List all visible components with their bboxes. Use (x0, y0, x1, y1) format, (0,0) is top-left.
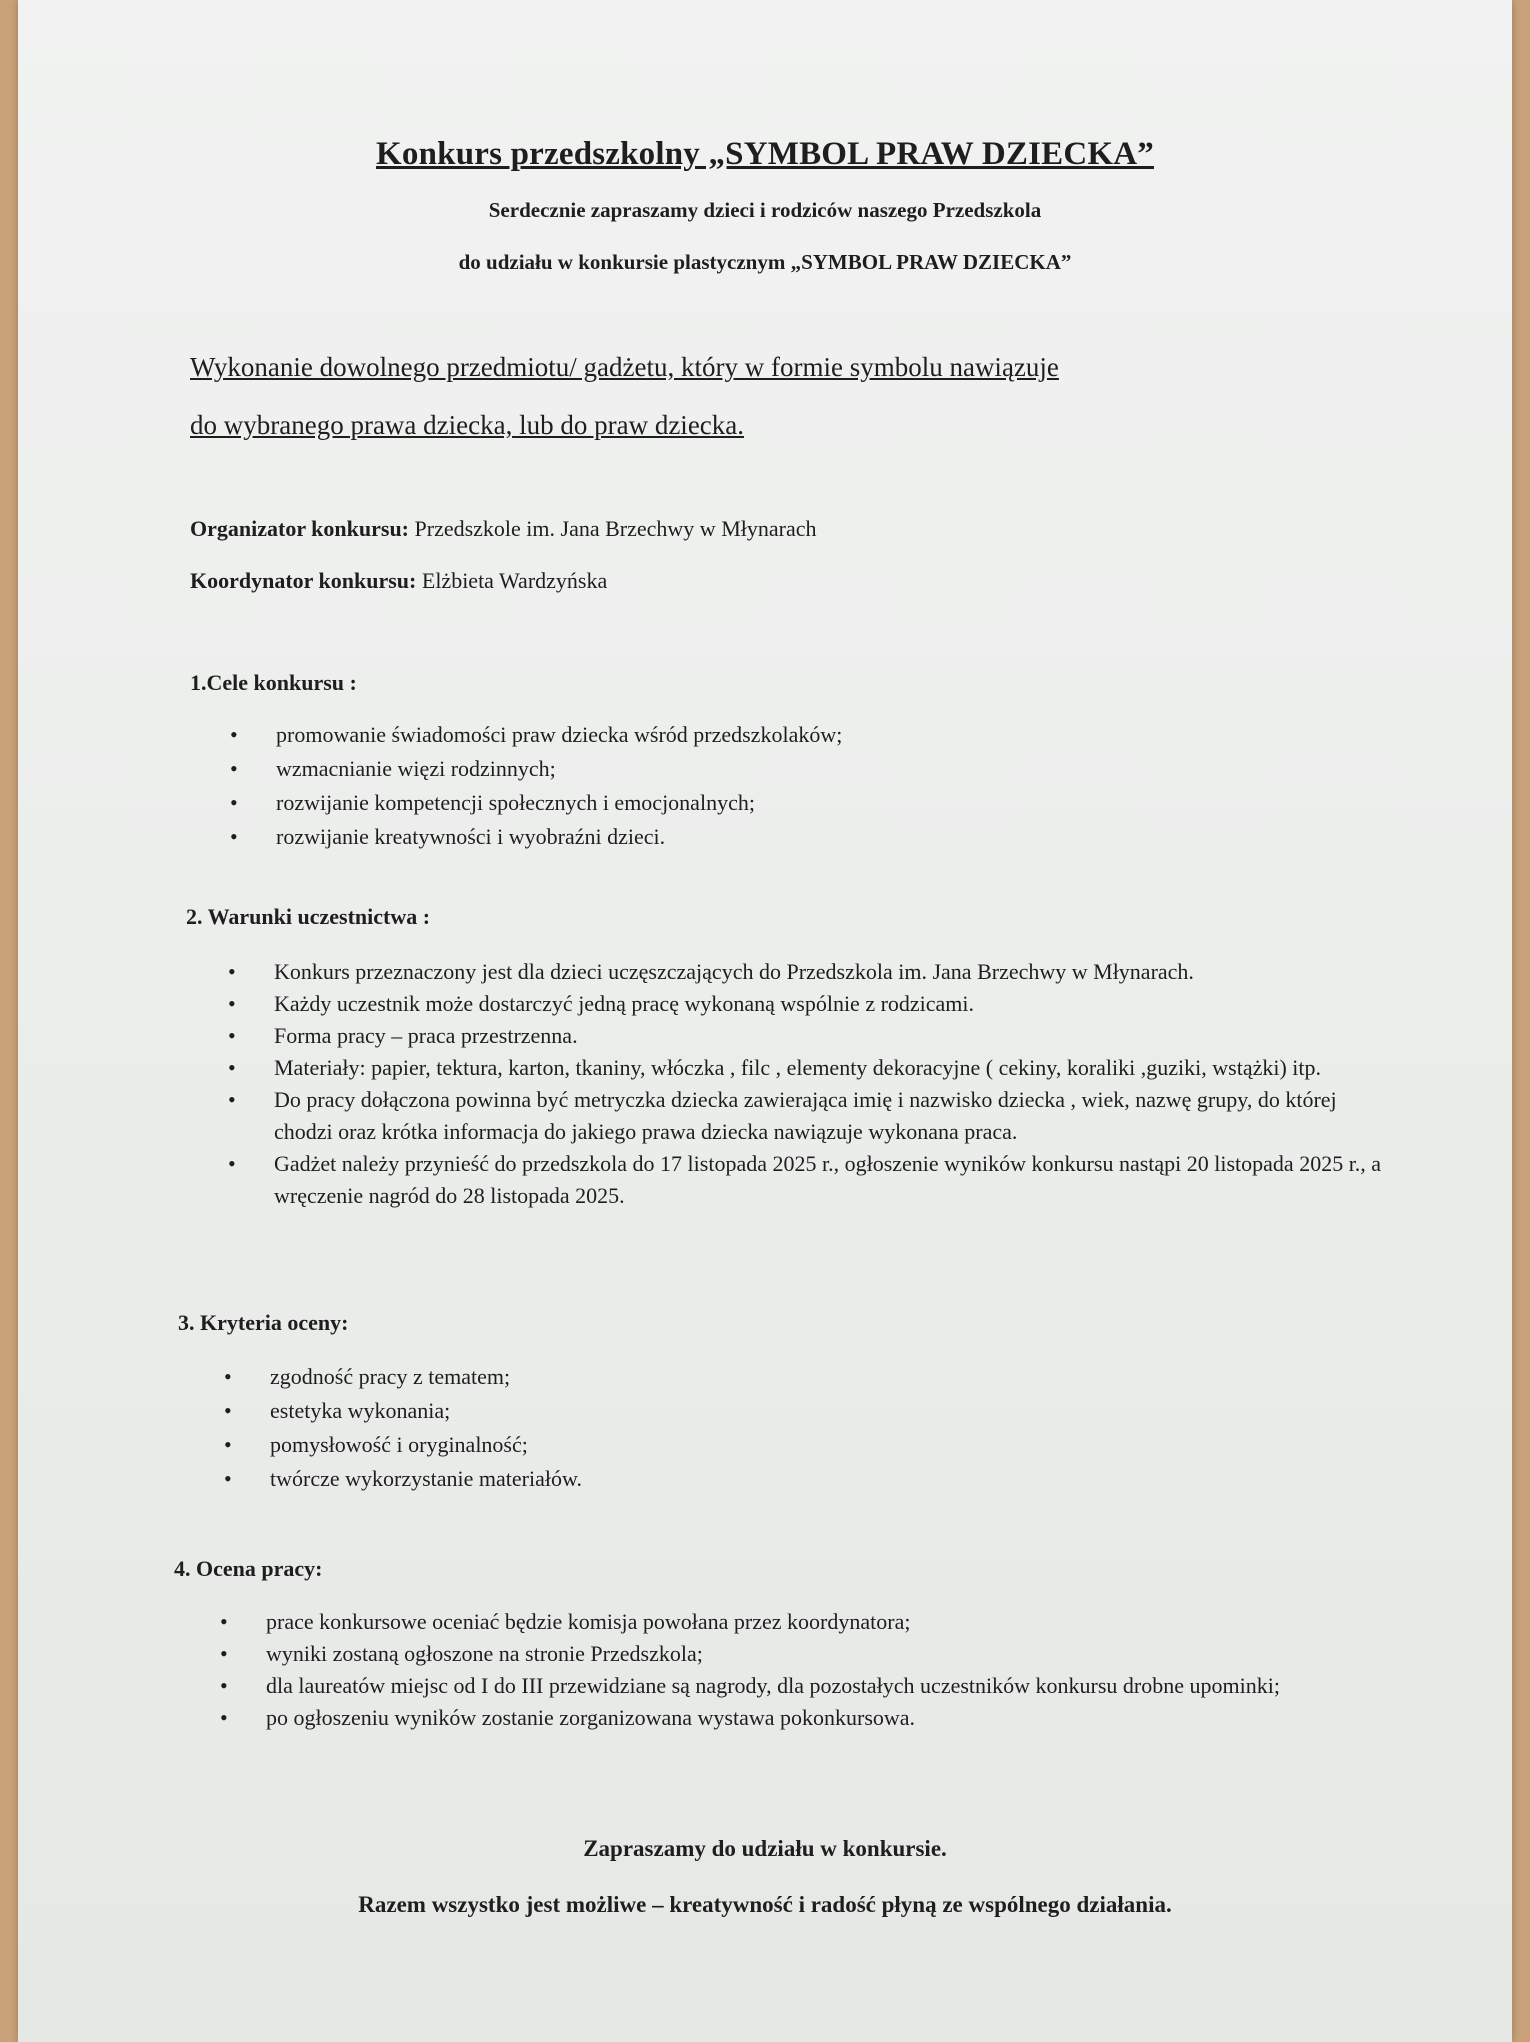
task-line-2: do wybranego prawa dziecka, lub do praw dziecka. (190, 410, 745, 440)
list-item: • twórcze wykorzystanie materiałów. (224, 1462, 1224, 1496)
coordinator-label: Koordynator konkursu: (190, 568, 417, 593)
organizer-label: Organizator konkursu: (190, 516, 410, 541)
list-item: • wzmacnianie więzi rodzinnych; (230, 752, 1230, 786)
section-4-heading: 4. Ocena pracy: (174, 1556, 323, 1581)
document-title: Konkurs przedszkolny „SYMBOL PRAW DZIECKA” (376, 136, 1154, 172)
section-2-heading: 2. Warunki uczestnictwa : (186, 904, 431, 929)
coordinator-value: Elżbieta Wardzyńska (416, 568, 608, 593)
list-item: • zgodność pracy z tematem; (224, 1360, 1224, 1394)
organizer-value: Przedszkole im. Jana Brzechwy w Młynarach (409, 516, 817, 541)
section-1-list (230, 718, 1230, 854)
list-item: • Materiały: papier, tektura, karton, tkaniny, włóczka , filc , elementy dekoracyjne ( cekiny, koraliki ,guziki, wstążki) itp. (228, 1052, 1388, 1084)
section-4-list (220, 1606, 1380, 1734)
section-3-heading: 3. Kryteria oceny: (178, 1310, 349, 1335)
paper-sheet (18, 0, 1512, 2042)
intro-line-2: do udziału w konkursie plastycznym „SYMBOL PRAW DZIECKA” (458, 250, 1072, 274)
list-item: • prace konkursowe oceniać będzie komisja powołana przez koordynatora; (220, 1606, 1380, 1638)
list-item: • Każdy uczestnik może dostarczyć jedną pracę wykonaną wspólnie z rodzicami. (228, 988, 1388, 1020)
list-item: • Forma pracy – praca przestrzenna. (228, 1020, 1388, 1052)
list-item: • wyniki zostaną ogłoszone na stronie Przedszkola; (220, 1638, 1380, 1670)
closing-line-1: Zapraszamy do udziału w konkursie. (583, 1836, 947, 1861)
closing-line-2: Razem wszystko jest możliwe – kreatywność i radość płyną ze wspólnego działania. (358, 1892, 1172, 1917)
section-3-list (224, 1360, 1224, 1496)
list-item: • promowanie świadomości praw dziecka wśród przedszkolaków; (230, 718, 1230, 752)
task-line-1: Wykonanie dowolnego przedmiotu/ gadżetu, który w formie symbolu nawiązuje (190, 352, 1059, 382)
list-item: • po ogłoszeniu wyników zostanie zorganizowana wystawa pokonkursowa. (220, 1702, 1380, 1734)
section-2-list (228, 956, 1388, 1212)
list-item: • Do pracy dołączona powinna być metryczka dziecka zawierająca imię i nazwisko dziecka , wiek, nazwę grupy, do której chodzi oraz krótka informacja do jakiego prawa dziecka nawiązuje wykonana praca. (228, 1084, 1388, 1148)
organizer-row (190, 516, 817, 542)
list-item: • pomysłowość i oryginalność; (224, 1428, 1224, 1462)
list-item: • estetyka wykonania; (224, 1394, 1224, 1428)
list-item: • Gadżet należy przynieść do przedszkola do 17 listopada 2025 r., ogłoszenie wyników konkursu nastąpi 20 listopada 2025 r., a wręczenie nagród do 28 listopada 2025. (228, 1148, 1388, 1212)
list-item: • rozwijanie kompetencji społecznych i emocjonalnych; (230, 786, 1230, 820)
section-1-heading: 1.Cele konkursu : (190, 670, 357, 695)
list-item: • dla laureatów miejsc od I do III przewidziane są nagrody, dla pozostałych uczestników konkursu drobne upominki; (220, 1670, 1380, 1702)
list-item: • rozwijanie kreatywności i wyobraźni dzieci. (230, 820, 1230, 854)
list-item: • Konkurs przeznaczony jest dla dzieci uczęszczających do Przedszkola im. Jana Brzechwy w Młynarach. (228, 956, 1388, 988)
intro-line-1: Serdecznie zapraszamy dzieci i rodziców naszego Przedszkola (488, 198, 1042, 222)
coordinator-row (190, 568, 607, 594)
